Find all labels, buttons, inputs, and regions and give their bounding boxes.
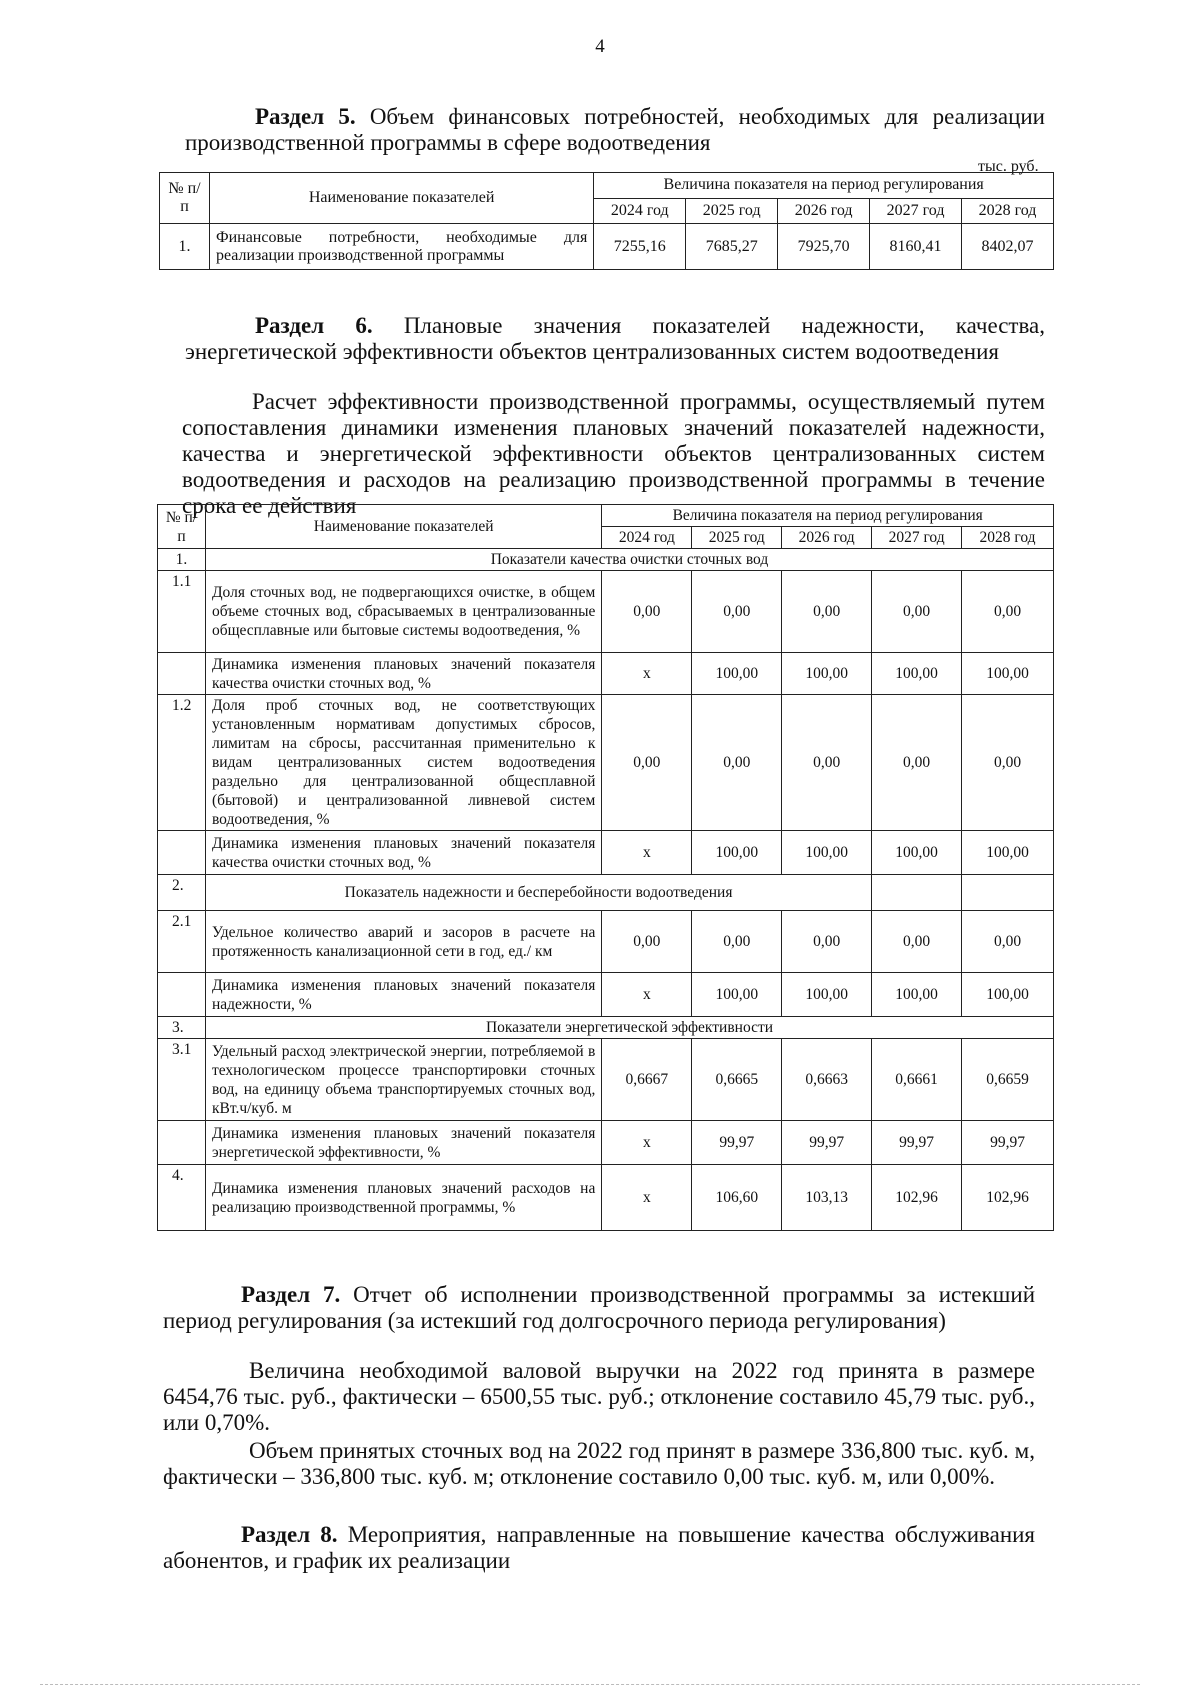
value-cell: 102,96 xyxy=(962,1165,1054,1231)
value-cell: 0,00 xyxy=(782,571,872,653)
value-cell: 8160,41 xyxy=(870,224,962,270)
value-cell: 8402,07 xyxy=(962,224,1054,270)
header-name: Наименование показателей xyxy=(209,173,593,224)
value-cell: 100,00 xyxy=(872,831,962,875)
value-cell: 0,00 xyxy=(782,695,872,831)
section5-label: Раздел 5. xyxy=(255,104,356,129)
empty-cell xyxy=(872,875,962,911)
value-cell: 0,00 xyxy=(602,911,692,973)
section7-label: Раздел 7. xyxy=(241,1282,341,1307)
section6-text: Плановые значения показателей надежности, качества, энергетической эффективности объектов централизованных систем водоотведения xyxy=(185,313,1045,364)
value-cell: 0,6663 xyxy=(782,1039,872,1121)
row-num: 1.2 xyxy=(158,695,206,831)
value-cell: 7255,16 xyxy=(594,224,686,270)
header-name: Наименование показателей xyxy=(205,505,601,549)
year-header: 2027 год xyxy=(872,527,962,549)
group-num: 2. xyxy=(158,875,206,911)
group-title: Показатели энергетической эффективности xyxy=(205,1017,1053,1039)
row-num-empty xyxy=(158,1121,206,1165)
section7-heading xyxy=(163,1282,1035,1334)
value-cell: 0,6661 xyxy=(872,1039,962,1121)
header-period: Величина показателя на период регулирования xyxy=(602,505,1054,527)
section5-text: Объем финансовых потребностей, необходимых для реализации производственной программы в сфере водоотведения xyxy=(185,104,1045,155)
value-cell: 100,00 xyxy=(962,973,1054,1017)
value-cell: 99,97 xyxy=(872,1121,962,1165)
row-name: Динамика изменения плановых значений показателя энергетической эффективности, % xyxy=(205,1121,601,1165)
row-num: 2.1 xyxy=(158,911,206,973)
value-cell: 0,00 xyxy=(692,571,782,653)
value-cell: х xyxy=(602,1165,692,1231)
value-cell: 0,00 xyxy=(602,571,692,653)
value-cell: 100,00 xyxy=(962,653,1054,695)
value-cell: 0,6659 xyxy=(962,1039,1054,1121)
value-cell: 0,6665 xyxy=(692,1039,782,1121)
section6-intro: Расчет эффективности производственной программы, осуществляемый путем сопоставления динамики изменения плановых значений показателей надежности, качества и энергетической эффективности объектов централизованных систем водоотведения и расходов на реализацию производственной программы в течение срока ее действия xyxy=(182,389,1045,518)
value-cell: 100,00 xyxy=(692,653,782,695)
empty-cell xyxy=(962,875,1054,911)
section8-heading xyxy=(163,1522,1035,1574)
section7-volume-paragraph: Объем принятых сточных вод на 2022 год принят в размере 336,800 тыс. куб. м, фактически – 336,800 тыс. куб. м; отклонение составило 0,00 тыс. куб. м, или 0,00%. xyxy=(163,1438,1035,1489)
value-cell: х xyxy=(602,973,692,1017)
row-name: Финансовые потребности, необходимые для реализации производственной программы xyxy=(209,224,593,270)
section8-text: Мероприятия, направленные на повышение качества обслуживания абонентов, и график их реализации xyxy=(163,1522,1036,1573)
value-cell: 0,00 xyxy=(872,911,962,973)
row-num: 1. xyxy=(160,224,210,270)
section5-heading xyxy=(185,104,1045,156)
row-name: Доля проб сточных вод, не соответствующих установленным нормативам допустимых сбросов, лимитам на сбросы, рассчитанная применительно к видам централизованных систем водоотведения раздельно для централизованной общесплавной (бытовой) и централизованной ливневой систем водоотведения, % xyxy=(205,695,601,831)
value-cell: 0,00 xyxy=(782,911,872,973)
value-cell: 99,97 xyxy=(962,1121,1054,1165)
row-num-empty xyxy=(158,831,206,875)
value-cell: 0,00 xyxy=(962,911,1054,973)
value-cell: 0,00 xyxy=(962,571,1054,653)
indicators-table xyxy=(157,504,1054,1231)
value-cell: 0,00 xyxy=(872,695,962,831)
section6-heading xyxy=(185,313,1045,365)
row-num: 4. xyxy=(158,1165,206,1231)
header-period: Величина показателя на период регулирования xyxy=(594,173,1054,199)
section7-revenue-paragraph: Величина необходимой валовой выручки на 2022 год принята в размере 6454,76 тыс. руб., фактически – 6500,55 тыс. руб.; отклонение составило 45,79 тыс. руб., или 0,70%. xyxy=(163,1358,1035,1435)
value-cell: 100,00 xyxy=(782,973,872,1017)
value-cell: 0,00 xyxy=(602,695,692,831)
value-cell: 100,00 xyxy=(782,653,872,695)
value-cell: 102,96 xyxy=(872,1165,962,1231)
value-cell: 100,00 xyxy=(692,973,782,1017)
value-cell: 100,00 xyxy=(692,831,782,875)
value-cell: 99,97 xyxy=(782,1121,872,1165)
row-num-empty xyxy=(158,653,206,695)
value-cell: 106,60 xyxy=(692,1165,782,1231)
section7-text: Отчет об исполнении производственной программы за истекший период регулирования (за истекший год долгосрочного периода регулирования) xyxy=(163,1282,1035,1333)
year-header: 2026 год xyxy=(782,527,872,549)
group-title: Показатель надежности и бесперебойности водоотведения xyxy=(205,875,871,911)
section6-label: Раздел 6. xyxy=(255,313,373,338)
year-header: 2027 год xyxy=(870,198,962,224)
value-cell: 0,00 xyxy=(962,695,1054,831)
row-name: Динамика изменения плановых значений показателя качества очистки сточных вод, % xyxy=(205,653,601,695)
header-num: № п/п xyxy=(160,173,210,224)
row-name: Динамика изменения плановых значений показателя качества очистки сточных вод, % xyxy=(205,831,601,875)
row-name: Динамика изменения плановых значений расходов на реализацию производственной программы, % xyxy=(205,1165,601,1231)
row-name: Удельное количество аварий и засоров в расчете на протяженность канализационной сети в год, ед./ км xyxy=(205,911,601,973)
header-num: № п/п xyxy=(158,505,206,549)
row-num: 3.1 xyxy=(158,1039,206,1121)
value-cell: 100,00 xyxy=(872,653,962,695)
value-cell: х xyxy=(602,1121,692,1165)
year-header: 2026 год xyxy=(778,198,870,224)
value-cell: х xyxy=(602,653,692,695)
group-num: 3. xyxy=(158,1017,206,1039)
row-name: Динамика изменения плановых значений показателя надежности, % xyxy=(205,973,601,1017)
year-header: 2025 год xyxy=(686,198,778,224)
row-name: Удельный расход электрической энергии, потребляемой в технологическом процессе транспортировки сточных вод, на единицу объема транспортируемых сточных вод, кВт.ч/куб. м xyxy=(205,1039,601,1121)
value-cell: 0,00 xyxy=(692,911,782,973)
value-cell: 99,97 xyxy=(692,1121,782,1165)
financial-needs-table xyxy=(159,172,1054,270)
value-cell: 0,00 xyxy=(692,695,782,831)
year-header: 2025 год xyxy=(692,527,782,549)
scan-edge-line xyxy=(40,1684,1140,1685)
year-header: 2028 год xyxy=(962,527,1054,549)
page-number: 4 xyxy=(595,36,605,57)
value-cell: 0,00 xyxy=(872,571,962,653)
group-title: Показатели качества очистки сточных вод xyxy=(205,549,1053,571)
section5-unit: тыс. руб. xyxy=(978,158,1039,175)
value-cell: х xyxy=(602,831,692,875)
value-cell: 103,13 xyxy=(782,1165,872,1231)
year-header: 2024 год xyxy=(594,198,686,224)
section8-label: Раздел 8. xyxy=(241,1522,338,1547)
row-num: 1.1 xyxy=(158,571,206,653)
value-cell: 100,00 xyxy=(962,831,1054,875)
year-header: 2024 год xyxy=(602,527,692,549)
value-cell: 100,00 xyxy=(782,831,872,875)
group-num: 1. xyxy=(158,549,206,571)
row-num-empty xyxy=(158,973,206,1017)
row-name: Доля сточных вод, не подвергающихся очистке, в общем объеме сточных вод, сбрасываемых в централизованные общесплавные или бытовые системы водоотведения, % xyxy=(205,571,601,653)
value-cell: 7685,27 xyxy=(686,224,778,270)
year-header: 2028 год xyxy=(962,198,1054,224)
value-cell: 0,6667 xyxy=(602,1039,692,1121)
value-cell: 7925,70 xyxy=(778,224,870,270)
value-cell: 100,00 xyxy=(872,973,962,1017)
